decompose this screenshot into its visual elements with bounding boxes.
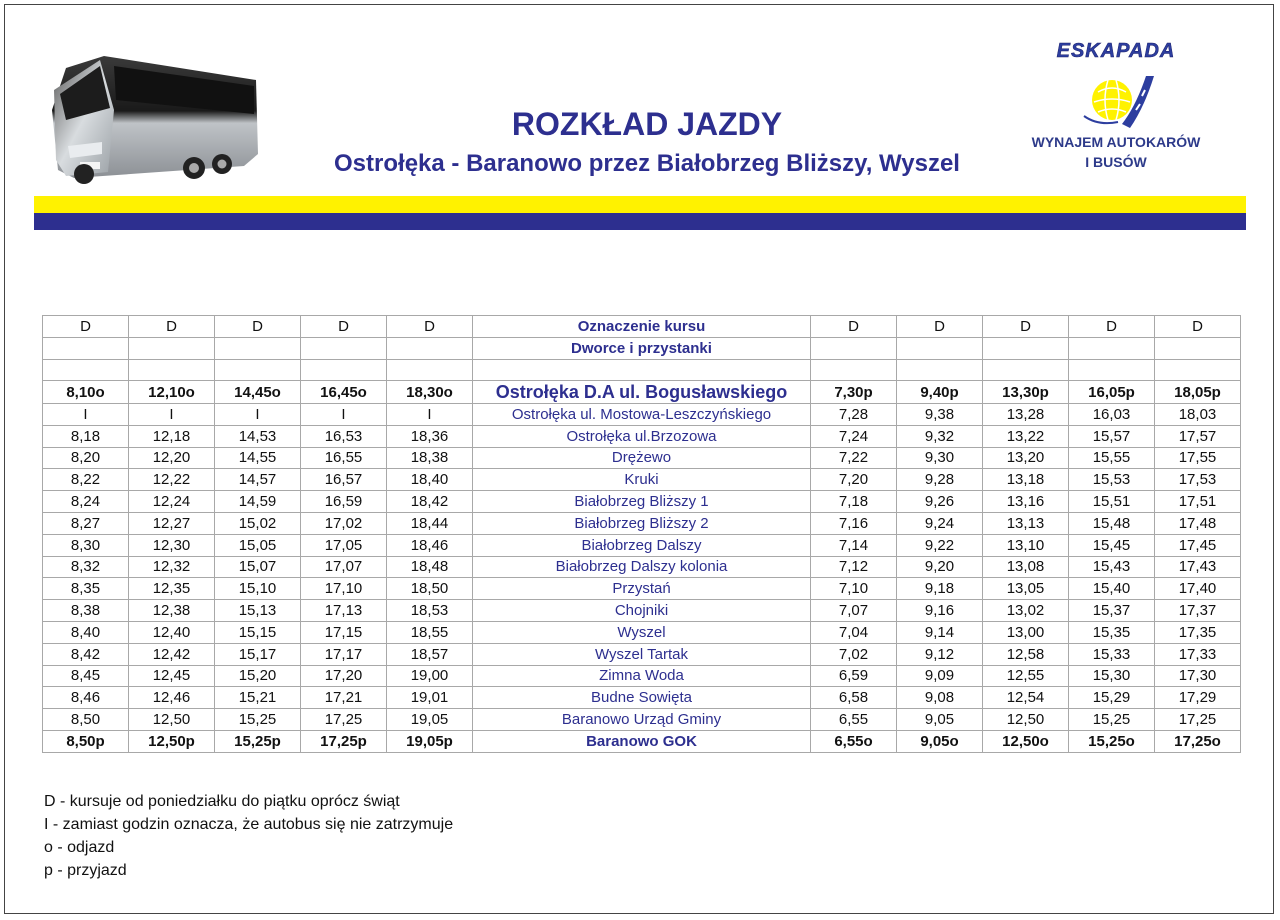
- legend-item: D - kursuje od poniedziałku do piątku oprócz świąt: [44, 793, 400, 810]
- time-cell: 7,14: [811, 534, 897, 556]
- time-cell: 17,15: [301, 621, 387, 643]
- time-cell: 7,04: [811, 621, 897, 643]
- stop-name-cell: Białobrzeg Bliższy 2: [473, 512, 811, 534]
- time-cell: 13,05: [983, 578, 1069, 600]
- stop-name-cell: Chojniki: [473, 600, 811, 622]
- table-row: [43, 556, 1241, 578]
- time-cell: 9,28: [897, 469, 983, 491]
- table-row: [43, 404, 1241, 426]
- time-cell: 12,45: [129, 665, 215, 687]
- stop-name-cell: Ostrołęka ul.Brzozowa: [473, 425, 811, 447]
- time-cell: 18,53: [387, 600, 473, 622]
- time-cell: 9,14: [897, 621, 983, 643]
- time-cell: 8,38: [43, 600, 129, 622]
- course-code-cell: D: [983, 316, 1069, 338]
- time-cell: 17,25: [301, 709, 387, 731]
- time-cell: 19,00: [387, 665, 473, 687]
- time-cell: 12,50o: [983, 730, 1069, 752]
- time-cell: 6,59: [811, 665, 897, 687]
- spacer-row: [43, 360, 1241, 381]
- course-code-cell: D: [43, 316, 129, 338]
- legend-item: o - odjazd: [44, 839, 115, 856]
- time-cell: 8,24: [43, 491, 129, 513]
- time-cell: 7,24: [811, 425, 897, 447]
- time-cell: 18,50: [387, 578, 473, 600]
- time-cell: 12,30: [129, 534, 215, 556]
- table-row: [43, 447, 1241, 469]
- table-row: [43, 512, 1241, 534]
- course-code-cell: D: [811, 316, 897, 338]
- time-cell: I: [301, 404, 387, 426]
- time-cell: 17,40: [1155, 578, 1241, 600]
- time-cell: 17,45: [1155, 534, 1241, 556]
- time-cell: 9,05: [897, 709, 983, 731]
- time-cell: 16,59: [301, 491, 387, 513]
- table-row: [43, 534, 1241, 556]
- time-cell: 7,30p: [811, 381, 897, 404]
- time-cell: 12,38: [129, 600, 215, 622]
- time-cell: 17,51: [1155, 491, 1241, 513]
- time-cell: 17,35: [1155, 621, 1241, 643]
- time-cell: 9,30: [897, 447, 983, 469]
- time-cell: 9,08: [897, 687, 983, 709]
- table-row: [43, 491, 1241, 513]
- time-cell: 12,54: [983, 687, 1069, 709]
- course-code-cell: D: [129, 316, 215, 338]
- time-cell: 17,29: [1155, 687, 1241, 709]
- table-row: [43, 600, 1241, 622]
- time-cell: 17,37: [1155, 600, 1241, 622]
- time-cell: 12,42: [129, 643, 215, 665]
- stop-name-cell: Wyszel: [473, 621, 811, 643]
- time-cell: 16,57: [301, 469, 387, 491]
- time-cell: 8,27: [43, 512, 129, 534]
- page-title: ROZKŁAD JAZDY: [511, 106, 783, 142]
- time-cell: 12,35: [129, 578, 215, 600]
- yellow-band: [34, 196, 1246, 213]
- time-cell: 13,16: [983, 491, 1069, 513]
- time-cell: 17,53: [1155, 469, 1241, 491]
- stop-name-cell: Ostrołęka ul. Mostowa-Leszczyńskiego: [473, 404, 811, 426]
- time-cell: 9,32: [897, 425, 983, 447]
- time-cell: 7,02: [811, 643, 897, 665]
- logo-tagline-1: WYNAJEM AUTOKARÓW: [1031, 134, 1201, 150]
- time-cell: 15,20: [215, 665, 301, 687]
- logo-tagline-2: I BUSÓW: [1085, 154, 1147, 170]
- time-cell: 15,17: [215, 643, 301, 665]
- time-cell: 15,37: [1069, 600, 1155, 622]
- time-cell: 17,17: [301, 643, 387, 665]
- time-cell: 12,40: [129, 621, 215, 643]
- course-code-cell: D: [897, 316, 983, 338]
- time-cell: 19,05: [387, 709, 473, 731]
- time-cell: 15,33: [1069, 643, 1155, 665]
- time-cell: 13,22: [983, 425, 1069, 447]
- bus-image: [44, 50, 262, 185]
- table-row: [43, 469, 1241, 491]
- time-cell: 9,38: [897, 404, 983, 426]
- stop-name-cell: Wyszel Tartak: [473, 643, 811, 665]
- timetable: [42, 315, 1241, 753]
- time-cell: 15,10: [215, 578, 301, 600]
- time-cell: 12,20: [129, 447, 215, 469]
- time-cell: 9,09: [897, 665, 983, 687]
- stop-name-cell: Zimna Woda: [473, 665, 811, 687]
- time-cell: 16,45o: [301, 381, 387, 404]
- stop-name-cell: Drężewo: [473, 447, 811, 469]
- time-cell: 15,30: [1069, 665, 1155, 687]
- course-code-cell: D: [301, 316, 387, 338]
- time-cell: 17,33: [1155, 643, 1241, 665]
- time-cell: 8,20: [43, 447, 129, 469]
- time-cell: 15,35: [1069, 621, 1155, 643]
- time-cell: 15,05: [215, 534, 301, 556]
- time-cell: 13,30p: [983, 381, 1069, 404]
- table-row: [43, 425, 1241, 447]
- table-row: [43, 381, 1241, 404]
- time-cell: 18,36: [387, 425, 473, 447]
- time-cell: 9,26: [897, 491, 983, 513]
- stations-header-row: [43, 338, 1241, 360]
- time-cell: 18,40: [387, 469, 473, 491]
- time-cell: 8,42: [43, 643, 129, 665]
- time-cell: 7,18: [811, 491, 897, 513]
- time-cell: 17,48: [1155, 512, 1241, 534]
- time-cell: 9,24: [897, 512, 983, 534]
- legend-item: I - zamiast godzin oznacza, że autobus się nie zatrzymuje: [44, 816, 454, 833]
- time-cell: 7,28: [811, 404, 897, 426]
- time-cell: 7,12: [811, 556, 897, 578]
- time-cell: 17,13: [301, 600, 387, 622]
- time-cell: 17,55: [1155, 447, 1241, 469]
- time-cell: 14,57: [215, 469, 301, 491]
- time-cell: 8,40: [43, 621, 129, 643]
- time-cell: 12,58: [983, 643, 1069, 665]
- time-cell: 6,55: [811, 709, 897, 731]
- time-cell: 12,27: [129, 512, 215, 534]
- time-cell: 18,38: [387, 447, 473, 469]
- logo-name: ESKAPADA: [1056, 40, 1176, 62]
- time-cell: 12,50: [983, 709, 1069, 731]
- time-cell: 15,25: [1069, 709, 1155, 731]
- time-cell: 9,12: [897, 643, 983, 665]
- time-cell: 13,28: [983, 404, 1069, 426]
- time-cell: 15,25: [215, 709, 301, 731]
- time-cell: I: [129, 404, 215, 426]
- stop-name-cell: Baranowo GOK: [473, 730, 811, 752]
- time-cell: 15,45: [1069, 534, 1155, 556]
- time-cell: 15,57: [1069, 425, 1155, 447]
- time-cell: 17,20: [301, 665, 387, 687]
- time-cell: 17,02: [301, 512, 387, 534]
- table-row: [43, 730, 1241, 752]
- time-cell: 12,50: [129, 709, 215, 731]
- time-cell: 15,53: [1069, 469, 1155, 491]
- course-label: Oznaczenie kursu: [473, 316, 811, 338]
- time-cell: 17,21: [301, 687, 387, 709]
- time-cell: 7,20: [811, 469, 897, 491]
- time-cell: 18,42: [387, 491, 473, 513]
- course-code-cell: D: [215, 316, 301, 338]
- table-row: [43, 578, 1241, 600]
- time-cell: 18,48: [387, 556, 473, 578]
- time-cell: 17,57: [1155, 425, 1241, 447]
- stop-name-cell: Kruki: [473, 469, 811, 491]
- stations-label: Dworce i przystanki: [473, 338, 811, 360]
- time-cell: 8,46: [43, 687, 129, 709]
- route-subtitle: Ostrołęka - Baranowo przez Białobrzeg Bliższy, Wyszel: [334, 150, 960, 177]
- time-cell: 9,05o: [897, 730, 983, 752]
- time-cell: I: [43, 404, 129, 426]
- time-cell: 9,40p: [897, 381, 983, 404]
- time-cell: 15,48: [1069, 512, 1155, 534]
- time-cell: 17,30: [1155, 665, 1241, 687]
- stop-name-cell: Przystań: [473, 578, 811, 600]
- time-cell: 13,18: [983, 469, 1069, 491]
- course-code-cell: D: [387, 316, 473, 338]
- course-code-row: [43, 316, 1241, 338]
- time-cell: 15,02: [215, 512, 301, 534]
- time-cell: 17,25: [1155, 709, 1241, 731]
- time-cell: 7,07: [811, 600, 897, 622]
- time-cell: 7,22: [811, 447, 897, 469]
- table-row: [43, 643, 1241, 665]
- time-cell: 14,45o: [215, 381, 301, 404]
- time-cell: 8,30: [43, 534, 129, 556]
- time-cell: 16,03: [1069, 404, 1155, 426]
- time-cell: 17,25o: [1155, 730, 1241, 752]
- time-cell: 19,01: [387, 687, 473, 709]
- time-cell: 8,32: [43, 556, 129, 578]
- time-cell: 6,55o: [811, 730, 897, 752]
- blue-band: [34, 213, 1246, 230]
- company-logo: [1030, 38, 1202, 178]
- time-cell: 15,25o: [1069, 730, 1155, 752]
- time-cell: 13,00: [983, 621, 1069, 643]
- time-cell: 18,30o: [387, 381, 473, 404]
- legend: [44, 790, 453, 882]
- time-cell: 19,05p: [387, 730, 473, 752]
- table-row: [43, 621, 1241, 643]
- time-cell: 15,21: [215, 687, 301, 709]
- time-cell: 9,18: [897, 578, 983, 600]
- table-row: [43, 665, 1241, 687]
- time-cell: 14,55: [215, 447, 301, 469]
- time-cell: 18,03: [1155, 404, 1241, 426]
- time-cell: 13,20: [983, 447, 1069, 469]
- time-cell: 16,05p: [1069, 381, 1155, 404]
- time-cell: 17,10: [301, 578, 387, 600]
- time-cell: 7,10: [811, 578, 897, 600]
- time-cell: 8,35: [43, 578, 129, 600]
- time-cell: 9,16: [897, 600, 983, 622]
- time-cell: 17,05: [301, 534, 387, 556]
- stop-name-cell: Białobrzeg Bliższy 1: [473, 491, 811, 513]
- time-cell: 18,46: [387, 534, 473, 556]
- time-cell: 18,44: [387, 512, 473, 534]
- time-cell: 9,20: [897, 556, 983, 578]
- time-cell: 12,46: [129, 687, 215, 709]
- time-cell: 12,22: [129, 469, 215, 491]
- time-cell: 14,59: [215, 491, 301, 513]
- course-code-cell: D: [1155, 316, 1241, 338]
- time-cell: 15,55: [1069, 447, 1155, 469]
- stop-name-cell: Ostrołęka D.A ul. Bogusławskiego: [473, 381, 811, 404]
- time-cell: 12,18: [129, 425, 215, 447]
- time-cell: 15,13: [215, 600, 301, 622]
- time-cell: 15,29: [1069, 687, 1155, 709]
- time-cell: 13,02: [983, 600, 1069, 622]
- time-cell: 6,58: [811, 687, 897, 709]
- time-cell: 15,51: [1069, 491, 1155, 513]
- time-cell: 13,10: [983, 534, 1069, 556]
- time-cell: 12,24: [129, 491, 215, 513]
- time-cell: 8,50p: [43, 730, 129, 752]
- time-cell: 15,07: [215, 556, 301, 578]
- time-cell: 18,55: [387, 621, 473, 643]
- stop-name-cell: Białobrzeg Dalszy kolonia: [473, 556, 811, 578]
- time-cell: I: [387, 404, 473, 426]
- time-cell: 17,07: [301, 556, 387, 578]
- time-cell: 12,32: [129, 556, 215, 578]
- time-cell: 12,55: [983, 665, 1069, 687]
- time-cell: 18,57: [387, 643, 473, 665]
- time-cell: I: [215, 404, 301, 426]
- time-cell: 13,13: [983, 512, 1069, 534]
- time-cell: 17,43: [1155, 556, 1241, 578]
- time-cell: 9,22: [897, 534, 983, 556]
- time-cell: 7,16: [811, 512, 897, 534]
- time-cell: 12,50p: [129, 730, 215, 752]
- time-cell: 8,18: [43, 425, 129, 447]
- time-cell: 15,40: [1069, 578, 1155, 600]
- time-cell: 15,25p: [215, 730, 301, 752]
- table-row: [43, 687, 1241, 709]
- time-cell: 18,05p: [1155, 381, 1241, 404]
- time-cell: 13,08: [983, 556, 1069, 578]
- stop-name-cell: Baranowo Urząd Gminy: [473, 709, 811, 731]
- time-cell: 16,53: [301, 425, 387, 447]
- table-row: [43, 709, 1241, 731]
- time-cell: 8,45: [43, 665, 129, 687]
- time-cell: 16,55: [301, 447, 387, 469]
- time-cell: 15,15: [215, 621, 301, 643]
- time-cell: 8,50: [43, 709, 129, 731]
- time-cell: 14,53: [215, 425, 301, 447]
- time-cell: 15,43: [1069, 556, 1155, 578]
- stop-name-cell: Białobrzeg Dalszy: [473, 534, 811, 556]
- legend-item: p - przyjazd: [44, 862, 127, 879]
- globe-road-icon: [1078, 66, 1158, 136]
- time-cell: 8,22: [43, 469, 129, 491]
- time-cell: 8,10o: [43, 381, 129, 404]
- stop-name-cell: Budne Sowięta: [473, 687, 811, 709]
- time-cell: 17,25p: [301, 730, 387, 752]
- course-code-cell: D: [1069, 316, 1155, 338]
- time-cell: 12,10o: [129, 381, 215, 404]
